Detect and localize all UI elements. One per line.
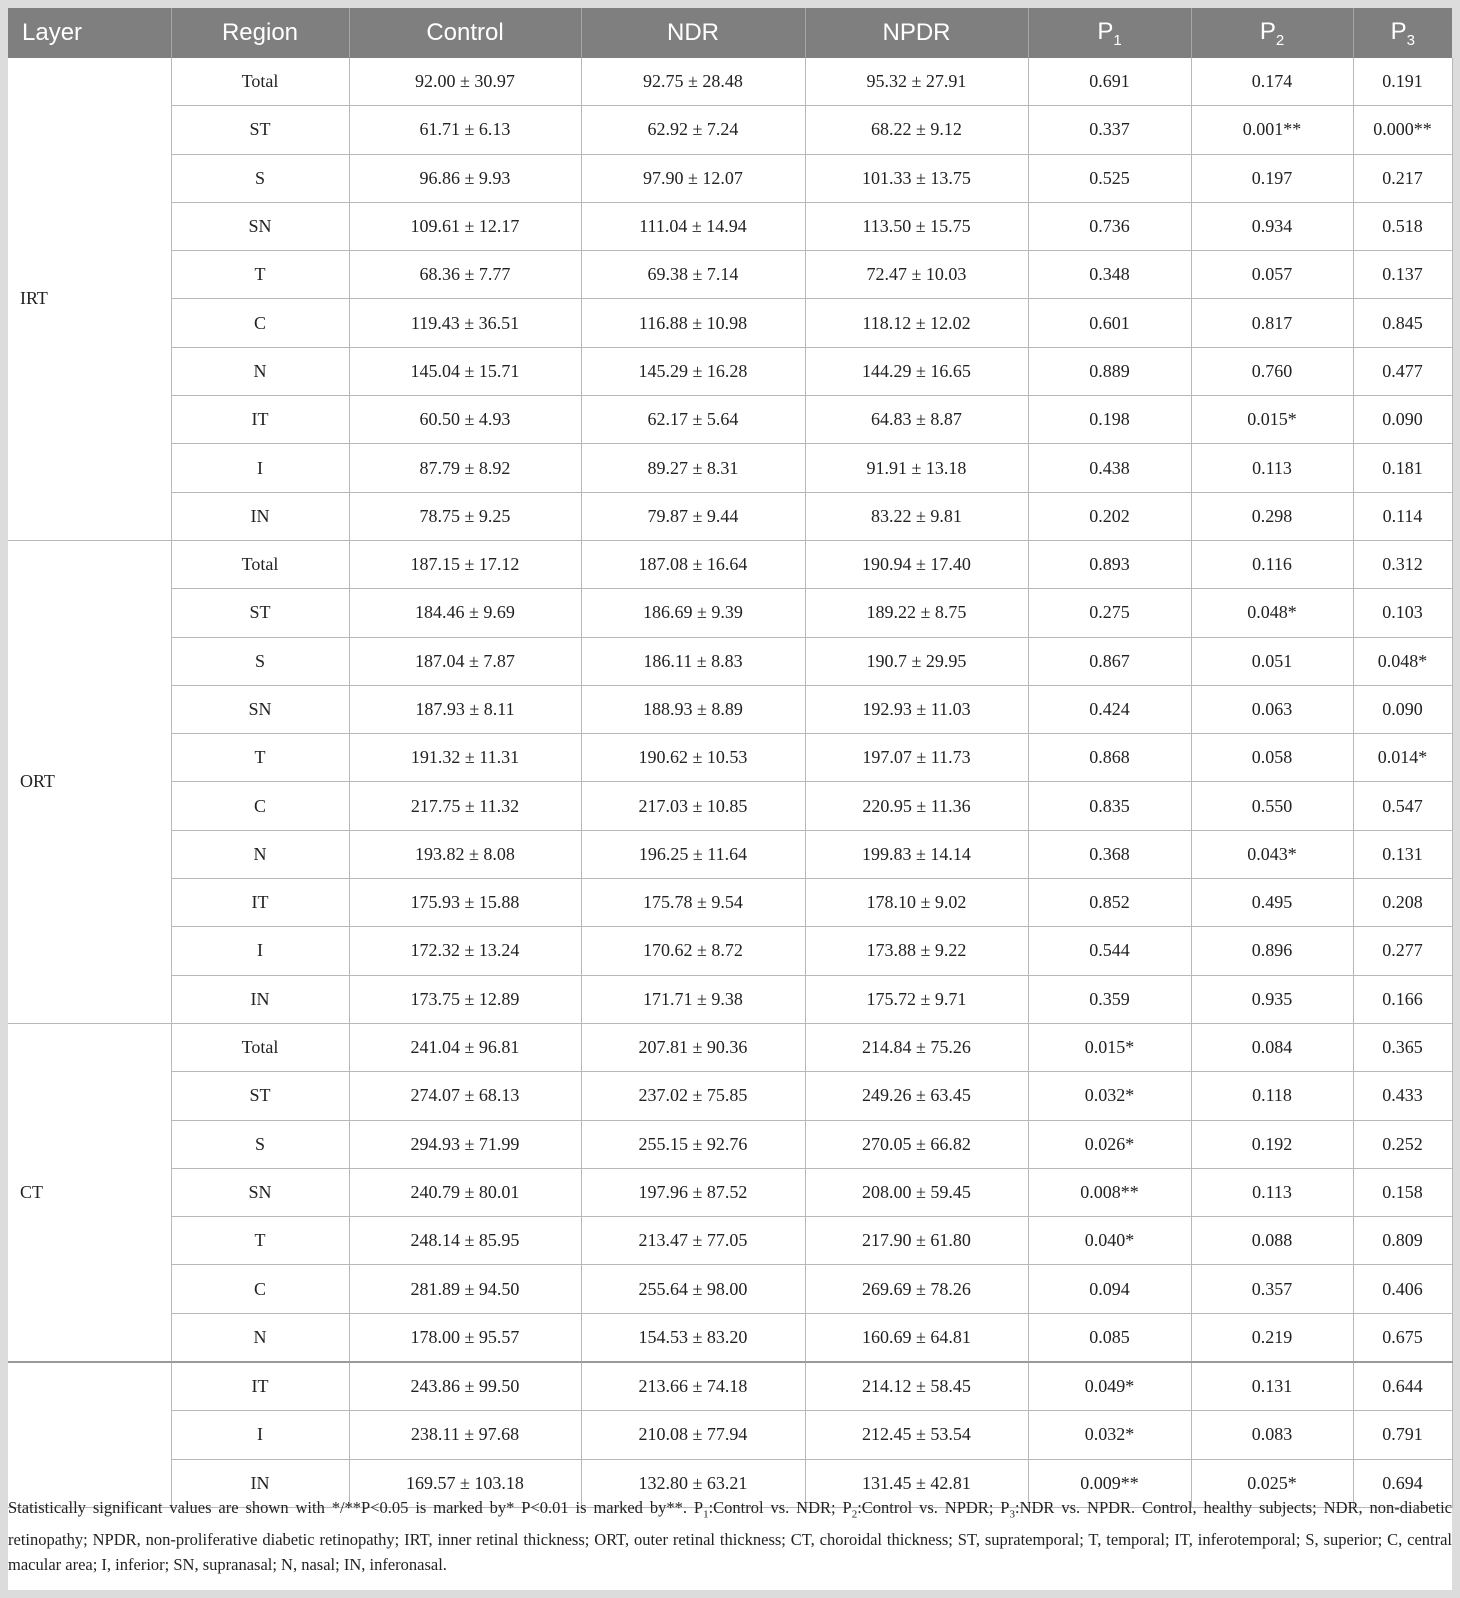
p1-cell: 0.835 bbox=[1028, 782, 1191, 830]
header-p2-base: P bbox=[1259, 17, 1276, 45]
control-cell: 193.82 ± 8.08 bbox=[349, 830, 581, 878]
ndr-cell: 186.69 ± 9.39 bbox=[581, 589, 805, 637]
p3-cell: 0.166 bbox=[1353, 975, 1452, 1023]
region-cell: SN bbox=[171, 202, 349, 250]
npdr-cell: 160.69 ± 64.81 bbox=[805, 1313, 1028, 1362]
p2-cell: 0.817 bbox=[1191, 299, 1353, 347]
npdr-cell: 208.00 ± 59.45 bbox=[805, 1168, 1028, 1216]
npdr-cell: 83.22 ± 9.81 bbox=[805, 492, 1028, 540]
npdr-cell: 214.12 ± 58.45 bbox=[805, 1362, 1028, 1411]
p3-cell: 0.694 bbox=[1353, 1459, 1452, 1507]
header-npdr: NPDR bbox=[805, 8, 1028, 58]
ndr-cell: 62.17 ± 5.64 bbox=[581, 396, 805, 444]
ndr-cell: 217.03 ± 10.85 bbox=[581, 782, 805, 830]
npdr-cell: 212.45 ± 53.54 bbox=[805, 1411, 1028, 1459]
region-cell: Total bbox=[171, 540, 349, 588]
p3-cell: 0.845 bbox=[1353, 299, 1452, 347]
p3-cell: 0.547 bbox=[1353, 782, 1452, 830]
p3-cell: 0.406 bbox=[1353, 1265, 1452, 1313]
ndr-cell: 69.38 ± 7.14 bbox=[581, 251, 805, 299]
npdr-cell: 175.72 ± 9.71 bbox=[805, 975, 1028, 1023]
table-row bbox=[8, 1362, 1452, 1411]
p3-cell: 0.252 bbox=[1353, 1120, 1452, 1168]
region-cell: S bbox=[171, 1120, 349, 1168]
ndr-cell: 213.66 ± 74.18 bbox=[581, 1362, 805, 1411]
p1-cell: 0.359 bbox=[1028, 975, 1191, 1023]
table-row bbox=[8, 927, 1452, 975]
header-p1-base: P bbox=[1097, 17, 1114, 45]
ndr-cell: 170.62 ± 8.72 bbox=[581, 927, 805, 975]
region-cell: I bbox=[171, 927, 349, 975]
table-row bbox=[8, 830, 1452, 878]
layer-cell: IRT bbox=[8, 58, 171, 540]
npdr-cell: 220.95 ± 11.36 bbox=[805, 782, 1028, 830]
table-row bbox=[8, 975, 1452, 1023]
header-p2 bbox=[1191, 8, 1353, 58]
npdr-cell: 214.84 ± 75.26 bbox=[805, 1023, 1028, 1071]
npdr-cell: 270.05 ± 66.82 bbox=[805, 1120, 1028, 1168]
header-p3-base: P bbox=[1390, 17, 1407, 45]
control-cell: 248.14 ± 85.95 bbox=[349, 1217, 581, 1265]
region-cell: IT bbox=[171, 879, 349, 927]
p1-cell: 0.736 bbox=[1028, 202, 1191, 250]
control-cell: 281.89 ± 94.50 bbox=[349, 1265, 581, 1313]
p2-cell: 0.051 bbox=[1191, 637, 1353, 685]
p2-cell: 0.113 bbox=[1191, 1168, 1353, 1216]
p2-cell: 0.896 bbox=[1191, 927, 1353, 975]
p3-cell: 0.675 bbox=[1353, 1313, 1452, 1362]
control-cell: 243.86 ± 99.50 bbox=[349, 1362, 581, 1411]
table-row bbox=[8, 58, 1452, 106]
ndr-cell: 92.75 ± 28.48 bbox=[581, 58, 805, 106]
ndr-cell: 175.78 ± 9.54 bbox=[581, 879, 805, 927]
p2-cell: 0.083 bbox=[1191, 1411, 1353, 1459]
p3-cell: 0.158 bbox=[1353, 1168, 1452, 1216]
table-row bbox=[8, 782, 1452, 830]
p2-cell: 0.219 bbox=[1191, 1313, 1353, 1362]
npdr-cell: 144.29 ± 16.65 bbox=[805, 347, 1028, 395]
p2-cell: 0.131 bbox=[1191, 1362, 1353, 1411]
region-cell: ST bbox=[171, 589, 349, 637]
p3-cell: 0.791 bbox=[1353, 1411, 1452, 1459]
p2-cell: 0.057 bbox=[1191, 251, 1353, 299]
ndr-cell: 62.92 ± 7.24 bbox=[581, 106, 805, 154]
p1-cell: 0.015* bbox=[1028, 1023, 1191, 1071]
control-cell: 178.00 ± 95.57 bbox=[349, 1313, 581, 1362]
region-cell: SN bbox=[171, 685, 349, 733]
p1-cell: 0.202 bbox=[1028, 492, 1191, 540]
table-row bbox=[8, 734, 1452, 782]
region-cell: IT bbox=[171, 1362, 349, 1411]
ndr-cell: 237.02 ± 75.85 bbox=[581, 1072, 805, 1120]
p1-cell: 0.868 bbox=[1028, 734, 1191, 782]
ndr-cell: 187.08 ± 16.64 bbox=[581, 540, 805, 588]
header-ndr: NDR bbox=[581, 8, 805, 58]
p1-cell: 0.867 bbox=[1028, 637, 1191, 685]
p3-cell: 0.090 bbox=[1353, 685, 1452, 733]
p1-cell: 0.032* bbox=[1028, 1072, 1191, 1120]
ndr-cell: 145.29 ± 16.28 bbox=[581, 347, 805, 395]
layer-cell: ORT bbox=[8, 540, 171, 1023]
ndr-cell: 196.25 ± 11.64 bbox=[581, 830, 805, 878]
region-cell: C bbox=[171, 1265, 349, 1313]
control-cell: 240.79 ± 80.01 bbox=[349, 1168, 581, 1216]
p2-cell: 0.113 bbox=[1191, 444, 1353, 492]
control-cell: 175.93 ± 15.88 bbox=[349, 879, 581, 927]
table-row bbox=[8, 1120, 1452, 1168]
region-cell: N bbox=[171, 347, 349, 395]
npdr-cell: 269.69 ± 78.26 bbox=[805, 1265, 1028, 1313]
control-cell: 68.36 ± 7.77 bbox=[349, 251, 581, 299]
table-row bbox=[8, 154, 1452, 202]
p2-cell: 0.174 bbox=[1191, 58, 1353, 106]
region-cell: ST bbox=[171, 1072, 349, 1120]
footnote-part2: :Control vs. NDR; P bbox=[708, 1498, 852, 1517]
p2-cell: 0.760 bbox=[1191, 347, 1353, 395]
region-cell: Total bbox=[171, 1023, 349, 1071]
control-cell: 145.04 ± 15.71 bbox=[349, 347, 581, 395]
p3-cell: 0.014* bbox=[1353, 734, 1452, 782]
control-cell: 187.93 ± 8.11 bbox=[349, 685, 581, 733]
control-cell: 172.32 ± 13.24 bbox=[349, 927, 581, 975]
control-cell: 109.61 ± 12.17 bbox=[349, 202, 581, 250]
p1-cell: 0.438 bbox=[1028, 444, 1191, 492]
table-row bbox=[8, 1023, 1452, 1071]
table-row bbox=[8, 299, 1452, 347]
p1-cell: 0.085 bbox=[1028, 1313, 1191, 1362]
p2-cell: 0.192 bbox=[1191, 1120, 1353, 1168]
p2-cell: 0.357 bbox=[1191, 1265, 1353, 1313]
ndr-cell: 213.47 ± 77.05 bbox=[581, 1217, 805, 1265]
ndr-cell: 197.96 ± 87.52 bbox=[581, 1168, 805, 1216]
region-cell: IN bbox=[171, 492, 349, 540]
control-cell: 87.79 ± 8.92 bbox=[349, 444, 581, 492]
region-cell: T bbox=[171, 251, 349, 299]
control-cell: 241.04 ± 96.81 bbox=[349, 1023, 581, 1071]
header-region: Region bbox=[171, 8, 349, 58]
p1-cell: 0.691 bbox=[1028, 58, 1191, 106]
table-row bbox=[8, 106, 1452, 154]
p2-cell: 0.197 bbox=[1191, 154, 1353, 202]
ndr-cell: 89.27 ± 8.31 bbox=[581, 444, 805, 492]
table-row bbox=[8, 202, 1452, 250]
npdr-cell: 217.90 ± 61.80 bbox=[805, 1217, 1028, 1265]
ndr-cell: 171.71 ± 9.38 bbox=[581, 975, 805, 1023]
ndr-cell: 116.88 ± 10.98 bbox=[581, 299, 805, 347]
npdr-cell: 91.91 ± 13.18 bbox=[805, 444, 1028, 492]
p1-cell: 0.040* bbox=[1028, 1217, 1191, 1265]
p3-cell: 0.208 bbox=[1353, 879, 1452, 927]
p1-cell: 0.368 bbox=[1028, 830, 1191, 878]
control-cell: 217.75 ± 11.32 bbox=[349, 782, 581, 830]
region-cell: S bbox=[171, 637, 349, 685]
ndr-cell: 188.93 ± 8.89 bbox=[581, 685, 805, 733]
ndr-cell: 210.08 ± 77.94 bbox=[581, 1411, 805, 1459]
table-row bbox=[8, 1168, 1452, 1216]
ndr-cell: 255.64 ± 98.00 bbox=[581, 1265, 805, 1313]
p1-cell: 0.893 bbox=[1028, 540, 1191, 588]
p3-cell: 0.181 bbox=[1353, 444, 1452, 492]
p2-cell: 0.116 bbox=[1191, 540, 1353, 588]
p2-cell: 0.084 bbox=[1191, 1023, 1353, 1071]
control-cell: 184.46 ± 9.69 bbox=[349, 589, 581, 637]
p2-cell: 0.118 bbox=[1191, 1072, 1353, 1120]
p3-cell: 0.191 bbox=[1353, 58, 1452, 106]
p1-cell: 0.525 bbox=[1028, 154, 1191, 202]
p1-cell: 0.049* bbox=[1028, 1362, 1191, 1411]
ndr-cell: 154.53 ± 83.20 bbox=[581, 1313, 805, 1362]
region-cell: T bbox=[171, 1217, 349, 1265]
ndr-cell: 190.62 ± 10.53 bbox=[581, 734, 805, 782]
control-cell: 60.50 ± 4.93 bbox=[349, 396, 581, 444]
control-cell: 173.75 ± 12.89 bbox=[349, 975, 581, 1023]
p3-cell: 0.131 bbox=[1353, 830, 1452, 878]
table-row bbox=[8, 879, 1452, 927]
npdr-cell: 95.32 ± 27.91 bbox=[805, 58, 1028, 106]
npdr-cell: 189.22 ± 8.75 bbox=[805, 589, 1028, 637]
table-row bbox=[8, 1217, 1452, 1265]
npdr-cell: 199.83 ± 14.14 bbox=[805, 830, 1028, 878]
table-row bbox=[8, 492, 1452, 540]
p2-cell: 0.048* bbox=[1191, 589, 1353, 637]
table-row bbox=[8, 251, 1452, 299]
region-cell: IN bbox=[171, 1459, 349, 1507]
control-cell: 96.86 ± 9.93 bbox=[349, 154, 581, 202]
p3-cell: 0.644 bbox=[1353, 1362, 1452, 1411]
p1-cell: 0.094 bbox=[1028, 1265, 1191, 1313]
layer-cell: CT bbox=[8, 1023, 171, 1362]
p3-cell: 0.809 bbox=[1353, 1217, 1452, 1265]
p1-cell: 0.544 bbox=[1028, 927, 1191, 975]
ndr-cell: 97.90 ± 12.07 bbox=[581, 154, 805, 202]
p3-cell: 0.000** bbox=[1353, 106, 1452, 154]
p2-cell: 0.298 bbox=[1191, 492, 1353, 540]
p2-cell: 0.015* bbox=[1191, 396, 1353, 444]
region-cell: Total bbox=[171, 58, 349, 106]
p1-cell: 0.275 bbox=[1028, 589, 1191, 637]
p1-cell: 0.198 bbox=[1028, 396, 1191, 444]
npdr-cell: 72.47 ± 10.03 bbox=[805, 251, 1028, 299]
region-cell: S bbox=[171, 154, 349, 202]
p3-cell: 0.518 bbox=[1353, 202, 1452, 250]
p1-cell: 0.337 bbox=[1028, 106, 1191, 154]
footnote-part3: :Control vs. NPDR; P bbox=[857, 1498, 1010, 1517]
table-row bbox=[8, 685, 1452, 733]
region-cell: I bbox=[171, 1411, 349, 1459]
npdr-cell: 178.10 ± 9.02 bbox=[805, 879, 1028, 927]
header-control: Control bbox=[349, 8, 581, 58]
region-cell: T bbox=[171, 734, 349, 782]
header-p3-sub: 3 bbox=[1406, 31, 1415, 49]
control-cell: 169.57 ± 103.18 bbox=[349, 1459, 581, 1507]
npdr-cell: 190.7 ± 29.95 bbox=[805, 637, 1028, 685]
table-row bbox=[8, 347, 1452, 395]
npdr-cell: 249.26 ± 63.45 bbox=[805, 1072, 1028, 1120]
p3-cell: 0.137 bbox=[1353, 251, 1452, 299]
p2-cell: 0.495 bbox=[1191, 879, 1353, 927]
header-row bbox=[8, 8, 1452, 58]
control-cell: 294.93 ± 71.99 bbox=[349, 1120, 581, 1168]
p1-cell: 0.026* bbox=[1028, 1120, 1191, 1168]
ndr-cell: 132.80 ± 63.21 bbox=[581, 1459, 805, 1507]
p2-cell: 0.935 bbox=[1191, 975, 1353, 1023]
control-cell: 92.00 ± 30.97 bbox=[349, 58, 581, 106]
p3-cell: 0.103 bbox=[1353, 589, 1452, 637]
p3-cell: 0.090 bbox=[1353, 396, 1452, 444]
footnote-part1: Statistically significant values are shown with */**P<0.05 is marked by* P<0.01 is marked by**. P bbox=[8, 1498, 704, 1517]
header-p1 bbox=[1028, 8, 1191, 58]
npdr-cell: 173.88 ± 9.22 bbox=[805, 927, 1028, 975]
footnote-part4: :NDR vs. NPDR. Control, healthy subjects; NDR, non-diabetic retinopathy; NPDR, non-proliferative diabetic retinopathy; IRT, inner retinal thickness; ORT, outer retinal thickness; CT, choroidal thickness; ST, supratemporal; T, temporal; IT, inferotemporal; S, superior; C, central macular area; I, inferior; SN, supranasal; N, nasal; IN, inferonasal. bbox=[8, 1498, 1452, 1575]
footnote-sub1: 1 bbox=[703, 1508, 709, 1521]
control-cell: 78.75 ± 9.25 bbox=[349, 492, 581, 540]
p2-cell: 0.550 bbox=[1191, 782, 1353, 830]
p1-cell: 0.601 bbox=[1028, 299, 1191, 347]
npdr-cell: 68.22 ± 9.12 bbox=[805, 106, 1028, 154]
npdr-cell: 192.93 ± 11.03 bbox=[805, 685, 1028, 733]
control-cell: 187.04 ± 7.87 bbox=[349, 637, 581, 685]
region-cell: C bbox=[171, 782, 349, 830]
ndr-cell: 207.81 ± 90.36 bbox=[581, 1023, 805, 1071]
ndr-cell: 255.15 ± 92.76 bbox=[581, 1120, 805, 1168]
p3-cell: 0.477 bbox=[1353, 347, 1452, 395]
table-row bbox=[8, 1411, 1452, 1459]
layer-cell bbox=[8, 1362, 171, 1507]
region-cell: IT bbox=[171, 396, 349, 444]
p3-cell: 0.433 bbox=[1353, 1072, 1452, 1120]
p3-cell: 0.217 bbox=[1353, 154, 1452, 202]
region-cell: N bbox=[171, 830, 349, 878]
header-p2-sub: 2 bbox=[1275, 31, 1285, 49]
table-row bbox=[8, 540, 1452, 588]
p3-cell: 0.277 bbox=[1353, 927, 1452, 975]
npdr-cell: 113.50 ± 15.75 bbox=[805, 202, 1028, 250]
npdr-cell: 101.33 ± 13.75 bbox=[805, 154, 1028, 202]
header-p3 bbox=[1353, 8, 1452, 58]
region-cell: C bbox=[171, 299, 349, 347]
header-p1-sub: 1 bbox=[1113, 31, 1122, 49]
ndr-cell: 111.04 ± 14.94 bbox=[581, 202, 805, 250]
p1-cell: 0.008** bbox=[1028, 1168, 1191, 1216]
region-cell: ST bbox=[171, 106, 349, 154]
p1-cell: 0.424 bbox=[1028, 685, 1191, 733]
ndr-cell: 79.87 ± 9.44 bbox=[581, 492, 805, 540]
region-cell: SN bbox=[171, 1168, 349, 1216]
control-cell: 119.43 ± 36.51 bbox=[349, 299, 581, 347]
p1-cell: 0.889 bbox=[1028, 347, 1191, 395]
npdr-cell: 118.12 ± 12.02 bbox=[805, 299, 1028, 347]
npdr-cell: 131.45 ± 42.81 bbox=[805, 1459, 1028, 1507]
table-row bbox=[8, 1265, 1452, 1313]
table-body bbox=[8, 58, 1452, 1507]
p1-cell: 0.348 bbox=[1028, 251, 1191, 299]
footnote-sub2: 2 bbox=[851, 1508, 858, 1521]
header-layer: Layer bbox=[8, 8, 171, 58]
p2-cell: 0.043* bbox=[1191, 830, 1353, 878]
p1-cell: 0.032* bbox=[1028, 1411, 1191, 1459]
p2-cell: 0.058 bbox=[1191, 734, 1353, 782]
p2-cell: 0.001** bbox=[1191, 106, 1353, 154]
table-row bbox=[8, 637, 1452, 685]
table-row bbox=[8, 589, 1452, 637]
table-row bbox=[8, 1072, 1452, 1120]
footnote-sub3: 3 bbox=[1009, 1508, 1015, 1521]
p1-cell: 0.009** bbox=[1028, 1459, 1191, 1507]
npdr-cell: 197.07 ± 11.73 bbox=[805, 734, 1028, 782]
p2-cell: 0.025* bbox=[1191, 1459, 1353, 1507]
region-cell: I bbox=[171, 444, 349, 492]
ndr-cell: 186.11 ± 8.83 bbox=[581, 637, 805, 685]
table-figure bbox=[8, 8, 1452, 1590]
p3-cell: 0.365 bbox=[1353, 1023, 1452, 1071]
p2-cell: 0.088 bbox=[1191, 1217, 1353, 1265]
data-table bbox=[8, 8, 1453, 1508]
region-cell: N bbox=[171, 1313, 349, 1362]
p3-cell: 0.048* bbox=[1353, 637, 1452, 685]
table-row bbox=[8, 1313, 1452, 1362]
p1-cell: 0.852 bbox=[1028, 879, 1191, 927]
npdr-cell: 64.83 ± 8.87 bbox=[805, 396, 1028, 444]
control-cell: 61.71 ± 6.13 bbox=[349, 106, 581, 154]
p3-cell: 0.312 bbox=[1353, 540, 1452, 588]
control-cell: 187.15 ± 17.12 bbox=[349, 540, 581, 588]
table-row bbox=[8, 396, 1452, 444]
p3-cell: 0.114 bbox=[1353, 492, 1452, 540]
table-row bbox=[8, 444, 1452, 492]
p2-cell: 0.063 bbox=[1191, 685, 1353, 733]
table-footnote bbox=[8, 1495, 1452, 1577]
control-cell: 191.32 ± 11.31 bbox=[349, 734, 581, 782]
npdr-cell: 190.94 ± 17.40 bbox=[805, 540, 1028, 588]
control-cell: 238.11 ± 97.68 bbox=[349, 1411, 581, 1459]
p2-cell: 0.934 bbox=[1191, 202, 1353, 250]
region-cell: IN bbox=[171, 975, 349, 1023]
control-cell: 274.07 ± 68.13 bbox=[349, 1072, 581, 1120]
